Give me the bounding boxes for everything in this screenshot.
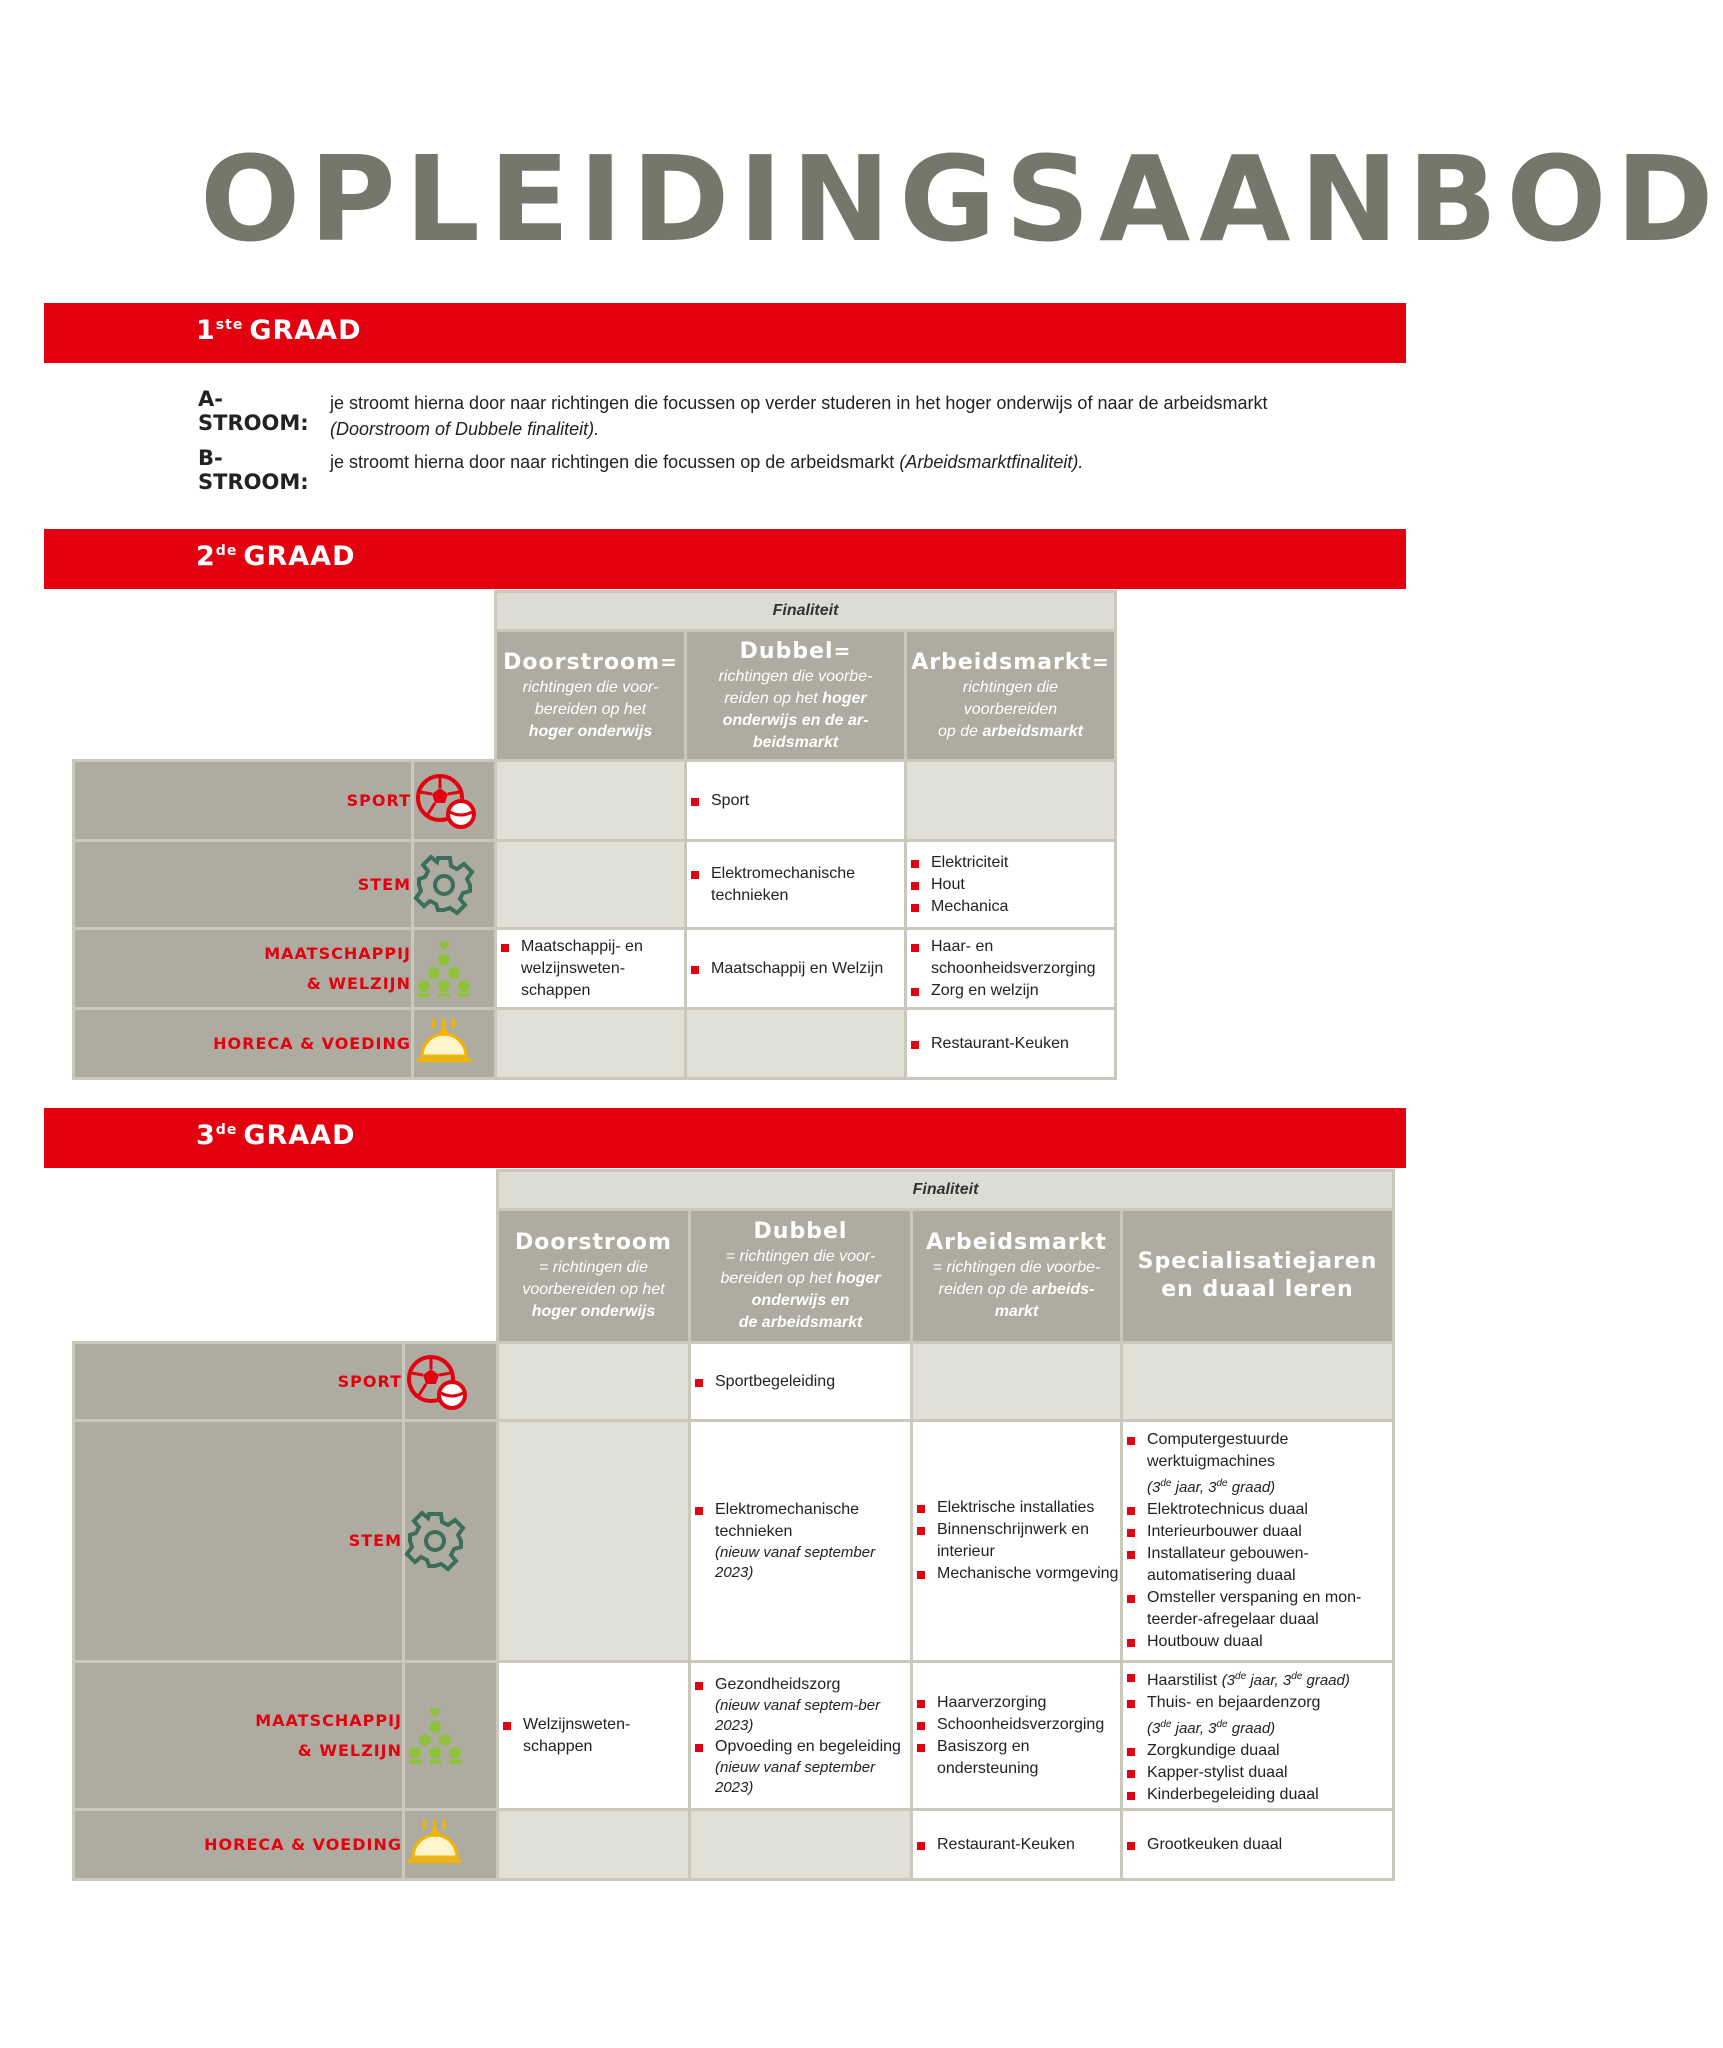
col-header-arbeidsmarkt: Arbeidsmarkt = richtingen die voorbe- reiden op de arbeids- markt	[912, 1210, 1122, 1343]
section-title: 3de GRAAD	[196, 1120, 356, 1151]
b-stroom-text: je stroomt hierna door naar richtingen die focussen op de arbeidsmarkt (Arbeidsmarktfinaliteit).	[330, 452, 1084, 472]
section-band-1ste-graad	[44, 303, 1406, 363]
people-pyramid-icon	[413, 929, 496, 1009]
list-items: Computergestuurde werktuigmachines (3de jaar, 3de graad)	[1123, 1429, 1392, 1499]
table-row	[74, 1662, 1394, 1810]
list-item: Elektrotechnicus duaal	[1123, 1499, 1392, 1521]
category-sport: SPORT	[74, 1343, 404, 1421]
category-maatschappij-welzijn: MAATSCHAPPIJ & WELZIJN	[74, 929, 413, 1009]
list-item: Kinderbegeleiding duaal	[1123, 1784, 1392, 1806]
list-items	[687, 790, 904, 812]
col-header-specialisatiejaren: Specialisatiejaren en duaal leren	[1122, 1210, 1394, 1343]
list-items	[907, 936, 1114, 1002]
table-row	[74, 761, 1116, 841]
col-header-dubbel: Dubbel= richtingen die voorbe- reiden op het hoger onderwijs en de ar- beidsmarkt	[686, 631, 906, 761]
list-items: Haarstilist (3de jaar, 3de graad) Thuis- en bejaardenzorg (3de jaar, 3de graad)	[1123, 1666, 1392, 1740]
list-item: Sportbegeleiding	[691, 1371, 910, 1393]
table-row	[74, 841, 1116, 929]
list-item: Houtbouw duaal	[1123, 1631, 1392, 1653]
list-items	[907, 852, 1114, 918]
table-2de-graad	[72, 590, 1117, 1080]
list-item: Grootkeuken duaal	[1123, 1834, 1392, 1856]
section-band-3de-graad	[44, 1108, 1406, 1168]
list-item: Omsteller verspaning en mon-teerder-afregelaar duaal	[1123, 1587, 1392, 1631]
table-row	[74, 929, 1116, 1009]
list-item: Zorgkundige duaal	[1123, 1740, 1392, 1762]
category-horeca-voeding: HORECA & VOEDING	[74, 1009, 413, 1079]
a-stroom-label: A-STROOM:	[198, 387, 309, 435]
table-3de-graad	[72, 1169, 1395, 1881]
list-item: Restaurant-Keuken	[913, 1834, 1120, 1856]
col-header-arbeidsmarkt: Arbeidsmarkt= richtingen die voorbereiden op de arbeidsmarkt	[906, 631, 1116, 761]
list-item: Maatschappij en Welzijn	[687, 958, 904, 980]
category-stem: STEM	[74, 1421, 404, 1662]
list-items	[1123, 1740, 1392, 1806]
list-items	[913, 1834, 1120, 1856]
category-stem: STEM	[74, 841, 413, 929]
list-item: Schoonheidsverzorging	[913, 1714, 1120, 1736]
list-items	[913, 1497, 1120, 1585]
list-item: Restaurant-Keuken	[907, 1033, 1114, 1055]
col-header-doorstroom: Doorstroom= richtingen die voor- bereiden op het hoger onderwijs	[496, 631, 686, 761]
list-items	[687, 958, 904, 980]
b-stroom-label: B-STROOM:	[198, 446, 309, 494]
list-items: Elektromechanische technieken (nieuw vanaf september 2023)	[691, 1499, 910, 1583]
list-items	[913, 1692, 1120, 1780]
list-items	[1123, 1834, 1392, 1856]
table-row	[74, 1421, 1394, 1662]
list-item: Interieurbouwer duaal	[1123, 1521, 1392, 1543]
page-title: OPLEIDINGSAANBOD	[200, 130, 1723, 268]
table-row	[74, 1009, 1116, 1079]
category-sport: SPORT	[74, 761, 413, 841]
list-item: Welzijnsweten-schappen	[499, 1714, 688, 1758]
list-item: Sport	[687, 790, 904, 812]
sport-balls-icon	[413, 761, 496, 841]
cloche-icon	[413, 1009, 496, 1079]
people-pyramid-icon	[404, 1662, 498, 1810]
cloche-icon	[404, 1810, 498, 1880]
list-item: Haarverzorging	[913, 1692, 1120, 1714]
gear-icon	[413, 841, 496, 929]
list-item: Maatschappij- en welzijnsweten-schappen	[497, 936, 684, 1002]
table-row	[74, 1343, 1394, 1421]
category-horeca-voeding: HORECA & VOEDING	[74, 1810, 404, 1880]
list-item: Kapper-stylist duaal	[1123, 1762, 1392, 1784]
list-item: Binnenschrijnwerk en interieur	[913, 1519, 1120, 1563]
list-item: Mechanische vormgeving	[913, 1563, 1120, 1585]
list-items	[497, 936, 684, 1002]
sport-balls-icon	[404, 1343, 498, 1421]
section-band-2de-graad	[44, 529, 1406, 589]
list-item: Installateur gebouwen-automatisering duaal	[1123, 1543, 1392, 1587]
list-item: Mechanica	[907, 896, 1114, 918]
list-items	[499, 1714, 688, 1758]
section-title: 2de GRAAD	[196, 541, 356, 572]
col-header-doorstroom: Doorstroom = richtingen die voorbereiden op het hoger onderwijs	[498, 1210, 690, 1343]
list-item: Zorg en welzijn	[907, 980, 1114, 1002]
list-items	[1123, 1499, 1392, 1653]
list-item: Elektriciteit	[907, 852, 1114, 874]
finaliteit-header: Finaliteit	[498, 1171, 1394, 1210]
table-row	[74, 1810, 1394, 1880]
a-stroom-text: je stroomt hierna door naar richtingen die focussen op verder studeren in het hoger onderwijs of naar de arbeidsmarkt (Doorstroom of Dubbele finaliteit).	[330, 393, 1268, 439]
category-maatschappij-welzijn: MAATSCHAPPIJ & WELZIJN	[74, 1662, 404, 1810]
list-item: Elektrische installaties	[913, 1497, 1120, 1519]
list-items	[907, 1033, 1114, 1055]
section-title: 1ste GRAAD	[196, 315, 362, 346]
list-item: Basiszorg en ondersteuning	[913, 1736, 1120, 1780]
finaliteit-header: Finaliteit	[496, 592, 1116, 631]
col-header-dubbel: Dubbel = richtingen die voor- bereiden op het hoger onderwijs en de arbeidsmarkt	[690, 1210, 912, 1343]
list-items	[687, 863, 904, 907]
list-item: Haar- en schoonheidsverzorging	[907, 936, 1114, 980]
list-item: Hout	[907, 874, 1114, 896]
list-item: Elektromechanische technieken	[687, 863, 904, 907]
list-items	[691, 1371, 910, 1393]
gear-icon	[404, 1421, 498, 1662]
list-items: Gezondheidszorg (nieuw vanaf septem-ber 2023) Opvoeding en begeleiding (nieuw vanaf september 2023)	[691, 1674, 910, 1798]
